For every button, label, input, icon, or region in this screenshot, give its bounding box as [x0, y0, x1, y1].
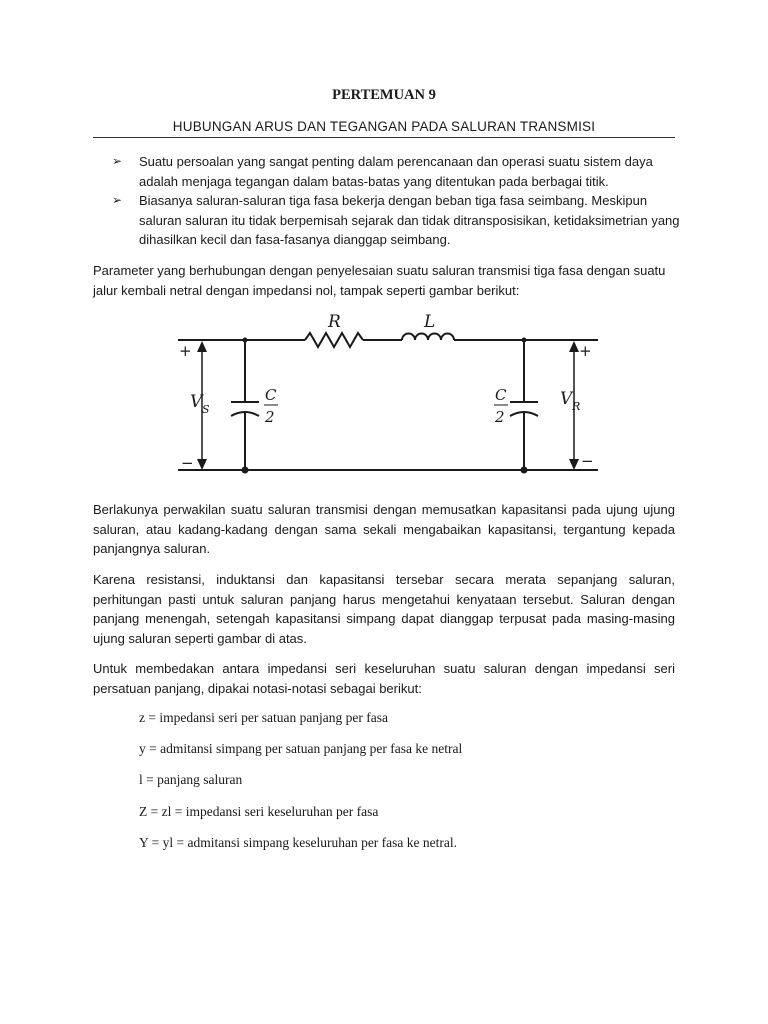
notation-item: Y = yl = admitansi simpang keseluruhan per fasa ke netral. — [139, 834, 458, 850]
bullet-text: Suatu persoalan yang sangat penting dalam perencanaan dan operasi suatu sistem daya adalah menjaga tegangan dalam batas-batas yang ditentukan pada berbagai titik. — [139, 154, 653, 189]
paragraph-capacitance: Berlakunya perwakilan suatu saluran transmisi dengan memusatkan kapasitansi pada ujung ujung saluran, atau kadang-kadang dengan sama sekali mengabaikan kapasitansi, tergantung kepada panjangnya saluran. — [93, 502, 675, 556]
bullet-text: Biasanya saluran-saluran tiga fasa bekerja dengan beban tiga fasa seimbang. Meskipun saluran saluran itu tidak berpemisah sejarak dan tidak ditransposisikan, ketidaksimetrian yang dihasilkan kecil dan fasa-fasanya dianggap seimbang. — [139, 193, 680, 247]
paragraph-distribution: Karena resistansi, induktansi dan kapasitansi tersebar secara merata sepanjang saluran, perhitungan pasti untuk saluran panjang harus mengetahui kenyataan tersebut. Saluran dengan panjang menengah, setengah kapasitansi simpang dapat dianggap terpusat pada masing-masing ujung saluran seperti gambar di atas. — [93, 572, 675, 646]
right-cap-numerator: C — [495, 386, 507, 404]
notation-item: l = panjang saluran — [139, 772, 243, 788]
right-cap-denominator: 2 — [495, 408, 505, 426]
notation-item: y = admitansi simpang per satuan panjang per fasa ke netral — [139, 741, 463, 757]
resistor-symbol — [305, 333, 363, 347]
arrow-bullet-icon: ➢ — [112, 193, 123, 207]
junction-dot — [242, 467, 249, 474]
minus-left-label: − — [181, 454, 194, 472]
plus-left-label: + — [179, 342, 192, 360]
minus-right-label: − — [581, 452, 594, 470]
vr-label-main: V — [560, 389, 573, 409]
page-title: PERTEMUAN 9 — [332, 87, 436, 103]
intro-paragraph: Parameter yang berhubungan dengan penyelesaian suatu saluran transmisi tiga fasa dengan suatu jalur kembali netral dengan impedansi nol, tampak seperti gambar berikut: — [93, 263, 666, 298]
arrow-bullet-icon: ➢ — [112, 154, 123, 168]
inductor-symbol — [402, 334, 454, 341]
junction-dot — [521, 467, 528, 474]
junction-dot — [522, 338, 527, 343]
vs-label-main: V — [190, 392, 203, 412]
junction-dot — [243, 338, 248, 343]
vr-arrow-head-up — [569, 341, 579, 352]
notation-item: Z = zl = impedansi seri keseluruhan per fasa — [139, 803, 379, 819]
vs-arrow-head-down — [197, 459, 207, 470]
vr-arrow-head-down — [569, 459, 579, 470]
left-cap-numerator: C — [265, 386, 277, 404]
plus-right-label: + — [579, 342, 592, 360]
notation-list — [139, 708, 659, 864]
left-cap-denominator: 2 — [265, 408, 275, 426]
page-subtitle: HUBUNGAN ARUS DAN TEGANGAN PADA SALURAN TRANSMISI — [172, 119, 596, 134]
vs-label-sub: S — [202, 403, 210, 416]
vs-arrow-head-up — [197, 341, 207, 352]
resistor-label: R — [328, 312, 341, 332]
inductor-label: L — [424, 312, 436, 332]
paragraph-notation-intro: Untuk membedakan antara impedansi seri keseluruhan suatu saluran dengan impedansi seri persatuan panjang, dipakai notasi-notasi sebagai berikut: — [93, 661, 675, 696]
vr-label-sub: R — [572, 400, 581, 413]
notation-item: z = impedansi seri per satuan panjang per fasa — [139, 710, 389, 725]
